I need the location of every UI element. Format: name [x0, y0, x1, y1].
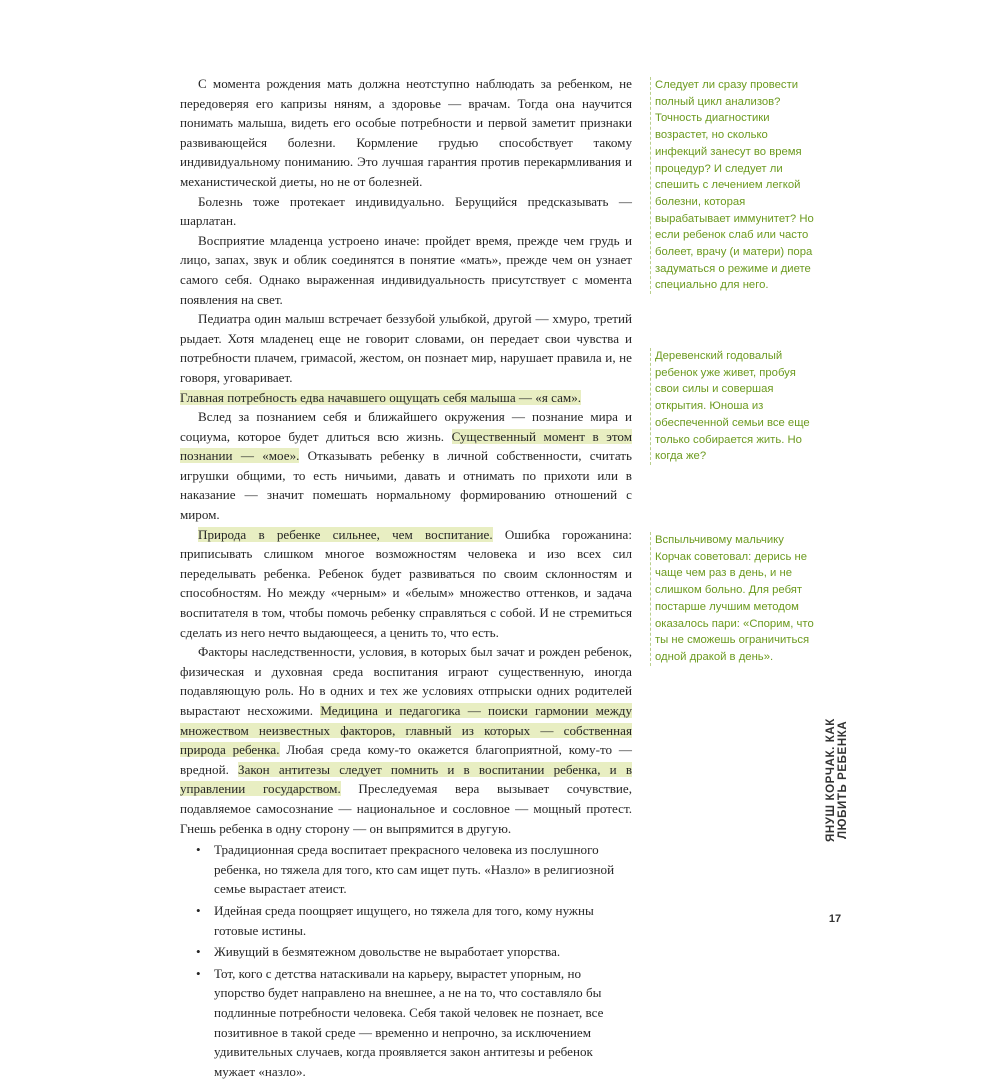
- paragraph: Болезнь тоже протекает индивидуально. Берущийся предсказывать — шарлатан.: [180, 193, 632, 229]
- sidebar-note: Вспыльчивому мальчику Корчак советовал: дерись не чаще чем раз в день, и не слишком больно. Для ребят постарше лучшим методом оказалось пари: «Спорим, что ты не сможешь ограничиться одной дракой в день».: [650, 532, 815, 666]
- highlighted-text: Медицина и педагогика — поиски гармонии между множеством неизвестных факторов, главный из которых — собственная природа ребенка.: [180, 703, 632, 758]
- text-run: Любая среда кому-то окажется благоприятной, кому-то — вредной.: [180, 742, 632, 777]
- list-item-text: Идейная среда поощряет ищущего, но тяжела для того, кому нужны готовые истины.: [214, 902, 594, 938]
- sidebar-note: Деревенский годовалый ребенок уже живет, пробуя свои силы и совершая открытия. Юноша из обеспеченной семьи все еще только собирается жить. Но когда же?: [650, 348, 815, 465]
- list-item: [196, 901, 632, 940]
- paragraph: [180, 642, 632, 838]
- text-run: Факторы наследственности, условия, в которых был зачат и рожден ребенок, физическая и духовная среда воспитания играют существенную, иногда подавляющую роль. Но в одних и тех же условиях отпрыски одних родителей вырастают несхожими.: [180, 644, 632, 718]
- list-item-text: Тот, кого с детства натаскивали на карьеру, вырастет упорным, но упорство будет направлено на внешнее, а не на то, что составляло бы подлинные потребности человека. Себя такой человек не познает, все позитивное в такой среде — временно и непрочно, за исключением удивительных случаев, когда проявляется закон антитезы и ребенок мужает «назло».: [214, 965, 604, 1079]
- paragraph: Педиатра один малыш встречает беззубой улыбкой, другой — хмуро, третий рыдает. Хотя младенец еще не говорит словами, он передает свои чувства и потребности плачем, гримасой, жестом, он познает мир, нарушает правила и, не говоря, уговаривает.: [180, 311, 632, 385]
- bullet-icon: •: [196, 944, 201, 960]
- list-item: [196, 942, 632, 962]
- highlighted-text: Существенный момент в этом познании — «мое».: [180, 428, 632, 464]
- bullet-icon: •: [196, 902, 201, 918]
- paragraph: [180, 525, 632, 643]
- main-text-column: [180, 74, 632, 1083]
- text-run: Преследуемая вера вызывает сочувствие, подавляемое самосознание — национальное и сословное — мощный протест. Гнешь ребенка в одну сторону — он выпрямится в другую.: [180, 781, 632, 836]
- highlighted-text: Главная потребность едва начавшего ощущать себя малыша — «я сам».: [180, 389, 582, 405]
- text-run: Ошибка горожанина: приписывать слишком многое возможностям человека и изо всех сил переделывать ребенка. Ребенок будет развиваться по своим склонностям и способностям. Но между «черным» и «белым» множество оттенков, и задача воспитателя в том, чтобы помочь ребенку справляться с собой. И не стремиться сделать из него нечто выдающееся, а ценить то, что есть.: [180, 526, 632, 640]
- page-number: 17: [828, 913, 842, 925]
- highlighted-text: Природа в ребенке сильнее, чем воспитание.: [198, 526, 493, 542]
- sidebar-note: Следует ли сразу провести полный цикл анализов? Точность диагностики возрастет, но сколько инфекций занесут во время процедур? И следует ли спешить с лечением легкой болезни, которая вырабатывает иммунитет? Но если ребенок слаб или часто болеет, врачу (и матери) пора задуматься о режиме и диете специально для него.: [650, 77, 815, 294]
- highlighted-text: Закон антитезы следует помнить и в воспитании ребенка, и в управлении государством.: [180, 761, 632, 797]
- paragraph: [180, 388, 632, 408]
- paragraph: Восприятие младенца устроено иначе: пройдет время, прежде чем грудь и лицо, запах, звук и облик соединятся в понятие «мать», прежде чем он узнает самого себя. Однако выраженная индивидуальность присутствует с момента появления на свет.: [180, 232, 632, 307]
- text-run: Вслед за познанием себя и ближайшего окружения — познание мира и социума, которое будет длиться всю жизнь.: [180, 409, 632, 444]
- list-item: [196, 840, 632, 899]
- list-item-text: Живущий в безмятежном довольстве не выработает упорства.: [214, 944, 561, 960]
- list-item: [196, 964, 632, 1082]
- text-run: Отказывать ребенку в личной собственности, считать игрушки общими, то есть ничьими, давать и отнимать по прихоти или в наказание — значит помешать нормальному формированию отношений с миром.: [180, 448, 632, 523]
- bullet-list: [180, 840, 632, 1081]
- bullet-icon: •: [196, 842, 201, 858]
- paragraph: [180, 407, 632, 525]
- list-item-text: Традиционная среда воспитает прекрасного человека из послушного ребенка, но тяжела для того, кто сам ищет путь. «Назло» в религиозной семье вырастает атеист.: [214, 842, 615, 897]
- bullet-icon: •: [196, 965, 201, 981]
- running-title: ЯНУШ КОРЧАК. КАК ЛЮБИТЬ РЕБЕНКА: [825, 718, 849, 842]
- paragraph: С момента рождения мать должна неотступно наблюдать за ребенком, не передоверяя его капризы няням, а здоровье — врачам. Тогда она научится понимать малыша, видеть его особые потребности и первой заметит признаки развивающейся болезни. Кормление грудью способствует такому индивидуальному пониманию. Это лучшая гарантия против перекармливания и механистической диеты, но не от болезней.: [180, 76, 632, 189]
